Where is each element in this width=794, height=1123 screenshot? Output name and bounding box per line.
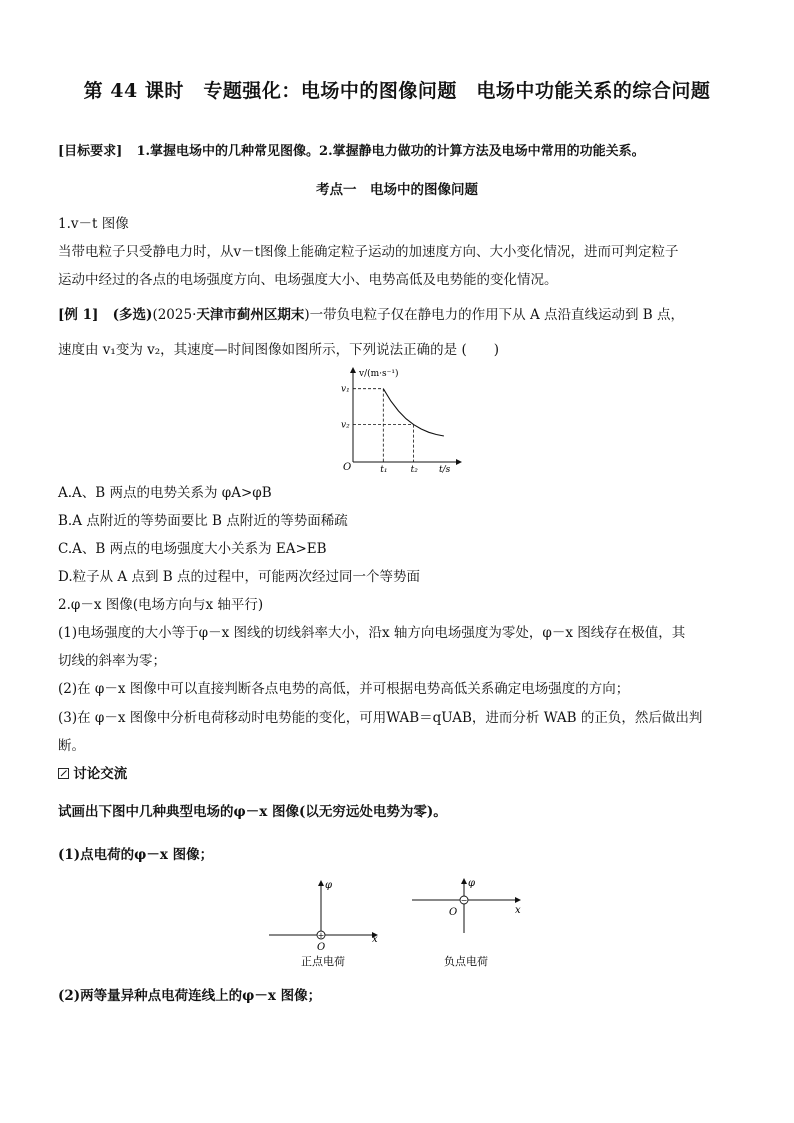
vt-xtick-t2: t₂: [410, 465, 418, 474]
negative-axis-phi: φ: [468, 878, 476, 889]
option-b: B.A 点附近的等势面要比 B 点附近的等势面稀疏: [58, 513, 348, 529]
discuss-item1: (1)点电荷的φ－x 图像；: [58, 847, 214, 863]
example-line1: [58, 303, 684, 323]
phi-p3-line1: (3)在 φ－x 图像中分析电荷移动时电势能的变化，可用WAB＝qUAB，进而分析 WAB 的正负，然后做出判: [58, 710, 703, 726]
edit-icon: [58, 768, 69, 779]
phi-p2: (2)在 φ－x 图像中可以直接判断各点电势的高低，并可根据电势高低关系确定电场强度的方向；: [58, 681, 630, 697]
positive-axis-x: x: [372, 934, 378, 945]
vt-series-line: [383, 389, 444, 436]
example-source: 天津市蓟州区期末: [196, 307, 305, 323]
vt-xlabel: t/s: [439, 465, 451, 474]
goal-label: [目标要求]: [58, 144, 123, 159]
example-source-pre: (2025·: [152, 307, 197, 323]
example-stem: 一带负电粒子仅在静电力的作用下从 A 点沿直线运动到 B 点，: [309, 307, 684, 323]
positive-caption: 正点电荷: [301, 955, 345, 968]
vt-ytick-v1: v₁: [341, 384, 350, 395]
vt-ytick-v2: v₂: [341, 420, 350, 431]
positive-axis-phi: φ: [325, 880, 333, 891]
example-source-post: ): [304, 307, 310, 323]
positive-charge-sign: +: [317, 931, 325, 940]
discuss-row: [58, 762, 127, 782]
example-tag: (多选): [112, 307, 153, 323]
vt-heading: 1.v－t 图像: [58, 216, 129, 232]
option-c: C.A、B 两点的电场强度大小关系为 EA>EB: [58, 541, 327, 557]
negative-axis-x: x: [515, 905, 521, 916]
discuss-label: 讨论交流: [73, 766, 128, 782]
phi-heading: 2.φ－x 图像(电场方向与x 轴平行): [58, 597, 264, 613]
phi-p1-line1: (1)电场强度的大小等于φ－x 图线的切线斜率大小，沿x 轴方向电场强度为零处，φ－x 图线存在极值，其: [58, 625, 686, 641]
vt-paragraph-line1: 当带电粒子只受静电力时，从v－t图像上能确定粒子运动的加速度方向、大小变化情况，进而可判定粒子: [58, 244, 679, 260]
section-title: 考点一 电场中的图像问题: [316, 182, 478, 198]
negative-charge-axes: [408, 875, 528, 970]
discuss-prompt: 试画出下图中几种典型电场的φ－x 图像(以无穷远处电势为零)。: [58, 804, 447, 820]
negative-origin: O: [449, 907, 458, 918]
vt-chart: [325, 362, 465, 474]
goal-text: 1.掌握电场中的几种常见图像。2.掌握静电力做功的计算方法及电场中常用的功能关系。: [136, 144, 645, 159]
discuss-item2: (2)两等量异种点电荷连线上的φ－x 图像；: [58, 988, 322, 1004]
phi-p3-line2: 断。: [58, 738, 85, 754]
positive-origin: O: [317, 942, 326, 953]
option-d: D.粒子从 A 点到 B 点的过程中，可能两次经过同一个等势面: [58, 569, 420, 585]
positive-charge-axes: [265, 875, 385, 970]
vt-origin: O: [343, 462, 352, 473]
goal-row: [58, 140, 645, 159]
negative-charge-sign: −: [460, 896, 468, 905]
vt-ylabel: v/(m·s⁻¹): [359, 369, 399, 379]
option-a: A.A、B 两点的电势关系为 φA>φB: [58, 485, 272, 501]
example-label: [例 1]: [58, 307, 99, 323]
page-title: 第 44 课时 专题强化：电场中的图像问题 电场中功能关系的综合问题: [83, 80, 711, 102]
example-line2: 速度由 v₁变为 v₂，其速度—时间图像如图所示，下列说法正确的是 ( ): [58, 342, 499, 358]
vt-xtick-t1: t₁: [380, 465, 388, 474]
negative-caption: 负点电荷: [444, 955, 488, 968]
vt-paragraph-line2: 运动中经过的各点的电场强度方向、电场强度大小、电势高低及电势能的变化情况。: [58, 272, 558, 288]
phi-p1-line2: 切线的斜率为零；: [58, 653, 166, 669]
